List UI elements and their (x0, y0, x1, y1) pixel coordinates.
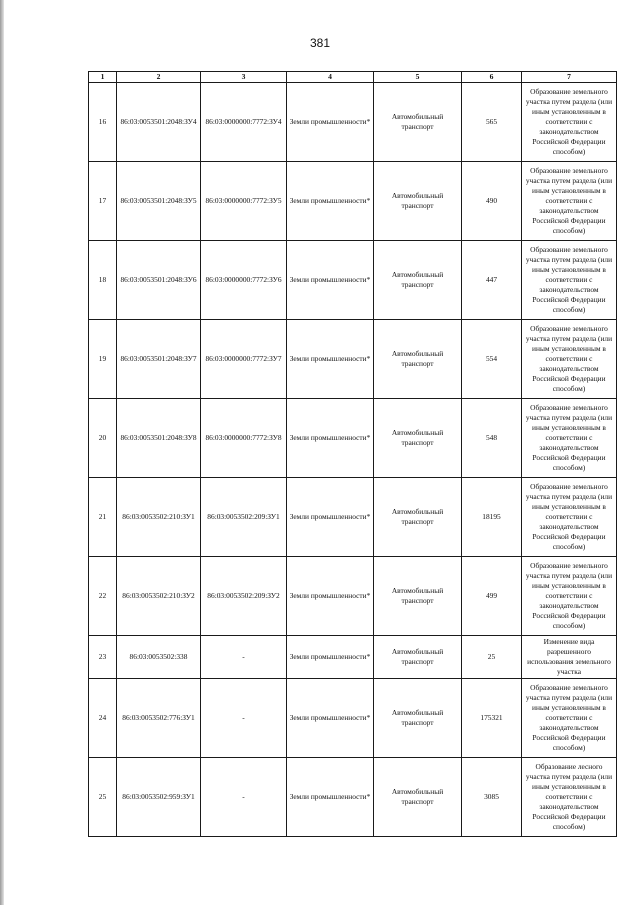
land-category: Земли промышленности* (287, 679, 374, 758)
formation-method: Образование земельного участка путем раздела (или иным установленным в соответствии с законодательством Российской Федерации способом) (522, 83, 617, 162)
new-cadastral-number: 86:03:0053502:959:ЗУ1 (117, 758, 201, 837)
table-row (89, 758, 617, 837)
formation-method: Образование земельного участка путем раздела (или иным установленным в соответствии с законодательством Российской Федерации способом) (522, 162, 617, 241)
area-value: 554 (462, 320, 522, 399)
source-cadastral-number: 86:03:0000000:7772:ЗУ7 (201, 320, 287, 399)
column-header: 6 (462, 72, 522, 83)
table-row (89, 320, 617, 399)
formation-method: Образование земельного участка путем раздела (или иным установленным в соответствии с законодательством Российской Федерации способом) (522, 478, 617, 557)
land-category: Земли промышленности* (287, 478, 374, 557)
page-number: 381 (309, 36, 331, 50)
new-cadastral-number: 86:03:0053501:2048:ЗУ4 (117, 83, 201, 162)
area-value: 25 (462, 636, 522, 679)
permitted-use: Автомобильный транспорт (374, 478, 462, 557)
land-category: Земли промышленности* (287, 758, 374, 837)
row-number: 16 (89, 83, 117, 162)
permitted-use: Автомобильный транспорт (374, 399, 462, 478)
permitted-use: Автомобильный транспорт (374, 557, 462, 636)
source-cadastral-number: 86:03:0053502:209:ЗУ2 (201, 557, 287, 636)
land-category: Земли промышленности* (287, 83, 374, 162)
land-category: Земли промышленности* (287, 241, 374, 320)
source-cadastral-number: - (201, 636, 287, 679)
row-number: 25 (89, 758, 117, 837)
area-value: 490 (462, 162, 522, 241)
source-cadastral-number: - (201, 758, 287, 837)
table-row (89, 83, 617, 162)
permitted-use: Автомобильный транспорт (374, 241, 462, 320)
table-row (89, 162, 617, 241)
formation-method: Образование земельного участка путем раздела (или иным установленным в соответствии с законодательством Российской Федерации способом) (522, 241, 617, 320)
new-cadastral-number: 86:03:0053501:2048:ЗУ6 (117, 241, 201, 320)
source-cadastral-number: 86:03:0000000:7772:ЗУ5 (201, 162, 287, 241)
row-number: 22 (89, 557, 117, 636)
area-value: 175321 (462, 679, 522, 758)
table-row (89, 241, 617, 320)
row-number: 23 (89, 636, 117, 679)
source-cadastral-number: 86:03:0000000:7772:ЗУ4 (201, 83, 287, 162)
formation-method: Образование земельного участка путем раздела (или иным установленным в соответствии с законодательством Российской Федерации способом) (522, 320, 617, 399)
area-value: 565 (462, 83, 522, 162)
area-value: 447 (462, 241, 522, 320)
row-number: 18 (89, 241, 117, 320)
column-header: 1 (89, 72, 117, 83)
row-number: 19 (89, 320, 117, 399)
new-cadastral-number: 86:03:0053502:210:ЗУ2 (117, 557, 201, 636)
table-row (89, 557, 617, 636)
source-cadastral-number: 86:03:0000000:7772:ЗУ6 (201, 241, 287, 320)
table-row (89, 679, 617, 758)
formation-method: Образование лесного участка путем раздела (или иным установленным в соответствии с законодательством Российской Федерации способом) (522, 758, 617, 837)
area-value: 499 (462, 557, 522, 636)
column-header: 3 (201, 72, 287, 83)
row-number: 17 (89, 162, 117, 241)
land-category: Земли промышленности* (287, 557, 374, 636)
land-category: Земли промышленности* (287, 399, 374, 478)
new-cadastral-number: 86:03:0053502:210:ЗУ1 (117, 478, 201, 557)
area-value: 18195 (462, 478, 522, 557)
source-cadastral-number: - (201, 679, 287, 758)
table-row (89, 636, 617, 679)
area-value: 3085 (462, 758, 522, 837)
column-header: 4 (287, 72, 374, 83)
permitted-use: Автомобильный транспорт (374, 162, 462, 241)
formation-method: Изменение вида разрешенного использования земельного участка (522, 636, 617, 679)
permitted-use: Автомобильный транспорт (374, 636, 462, 679)
row-number: 21 (89, 478, 117, 557)
column-header: 5 (374, 72, 462, 83)
scan-edge (0, 0, 4, 905)
table-body (89, 83, 617, 837)
table-header-row (89, 72, 617, 83)
permitted-use: Автомобильный транспорт (374, 679, 462, 758)
new-cadastral-number: 86:03:0053502:776:ЗУ1 (117, 679, 201, 758)
permitted-use: Автомобильный транспорт (374, 83, 462, 162)
source-cadastral-number: 86:03:0053502:209:ЗУ1 (201, 478, 287, 557)
new-cadastral-number: 86:03:0053501:2048:ЗУ5 (117, 162, 201, 241)
formation-method: Образование земельного участка путем раздела (или иным установленным в соответствии с законодательством Российской Федерации способом) (522, 557, 617, 636)
area-value: 548 (462, 399, 522, 478)
source-cadastral-number: 86:03:0000000:7772:ЗУ8 (201, 399, 287, 478)
formation-method: Образование земельного участка путем раздела (или иным установленным в соответствии с законодательством Российской Федерации способом) (522, 399, 617, 478)
row-number: 20 (89, 399, 117, 478)
formation-method: Образование земельного участка путем раздела (или иным установленным в соответствии с законодательством Российской Федерации способом) (522, 679, 617, 758)
land-plot-table (88, 71, 617, 837)
land-category: Земли промышленности* (287, 162, 374, 241)
land-category: Земли промышленности* (287, 320, 374, 399)
table-row (89, 478, 617, 557)
column-header: 7 (522, 72, 617, 83)
table-row (89, 399, 617, 478)
permitted-use: Автомобильный транспорт (374, 758, 462, 837)
permitted-use: Автомобильный транспорт (374, 320, 462, 399)
row-number: 24 (89, 679, 117, 758)
column-header: 2 (117, 72, 201, 83)
new-cadastral-number: 86:03:0053502:338 (117, 636, 201, 679)
new-cadastral-number: 86:03:0053501:2048:ЗУ7 (117, 320, 201, 399)
land-category: Земли промышленности* (287, 636, 374, 679)
new-cadastral-number: 86:03:0053501:2048:ЗУ8 (117, 399, 201, 478)
